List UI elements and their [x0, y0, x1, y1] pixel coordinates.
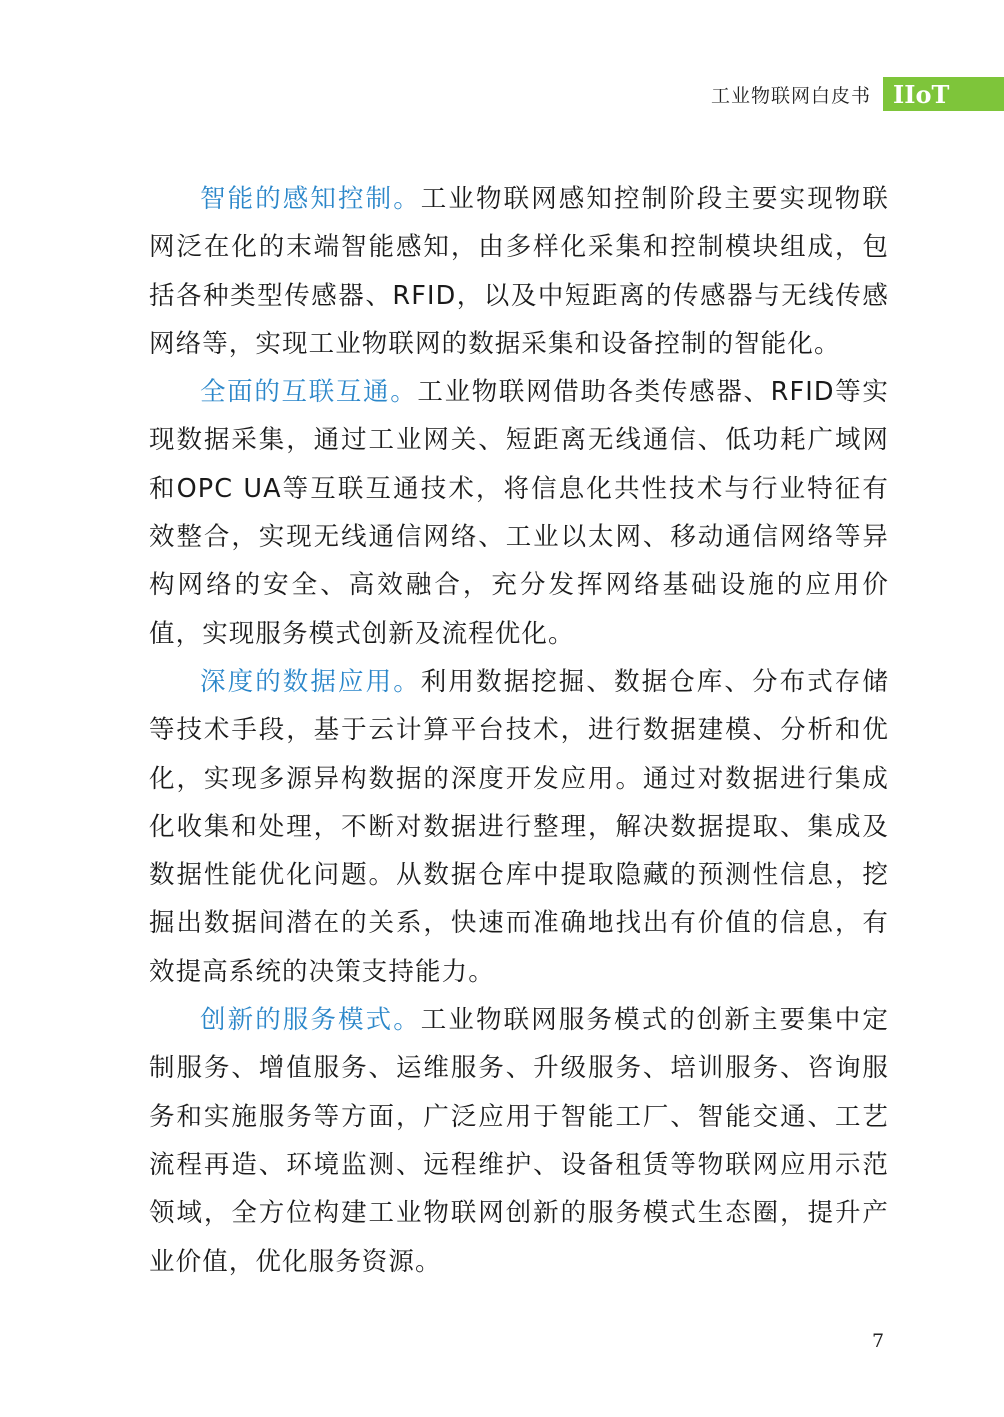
body-content [149, 175, 889, 1286]
paragraph-data-application [149, 658, 889, 996]
paragraph-text: 工业物联网感知控制阶段主要实现物联网泛在化的末端智能感知，由多样化采集和控制模块组成，包括各种类型传感器、RFID，以及中短距离的传感器与无线传感网络等，实现工业物联网的数据采集和设备控制的智能化。 [149, 184, 889, 359]
paragraph-lead: 智能的感知控制。 [200, 184, 421, 214]
paragraph-perception-control [149, 175, 889, 368]
paragraph-text: 工业物联网借助各类传感器、RFID等实现数据采集，通过工业网关、短距离无线通信、低功耗广域网和OPC UA等互联互通技术，将信息化共性技术与行业特征有效整合，实现无线通信网络、工业以太网、移动通信网络等异构网络的安全、高效融合，充分发挥网络基础设施的应用价值，实现服务模式创新及流程优化。 [149, 377, 889, 649]
page-number: 7 [872, 1330, 885, 1352]
paragraph-text: 利用数据挖掘、数据仓库、分布式存储等技术手段，基于云计算平台技术，进行数据建模、分析和优化，实现多源异构数据的深度开发应用。通过对数据进行集成化收集和处理，不断对数据进行整理，解决数据提取、集成及数据性能优化问题。从数据仓库中提取隐藏的预测性信息，挖掘出数据间潜在的关系，快速而准确地找出有价值的信息，有效提高系统的决策支持能力。 [149, 666, 889, 987]
header-title: 工业物联网白皮书 [710, 84, 871, 107]
running-header [711, 77, 1004, 111]
paragraph-lead: 全面的互联互通。 [200, 377, 418, 408]
paragraph-lead: 深度的数据应用。 [200, 666, 421, 697]
paragraph-text: 工业物联网服务模式的创新主要集中定制服务、增值服务、运维服务、升级服务、培训服务、咨询服务和实施服务等方面，广泛应用于智能工厂、智能交通、工艺流程再造、环境监测、远程维护、设备租赁等物联网应用示范领域，全方位构建工业物联网创新的服务模式生态圈，提升产业价值，优化服务资源。 [149, 1005, 889, 1277]
paragraph-service-model [149, 996, 889, 1286]
paragraph-interconnection [149, 368, 889, 658]
paragraph-lead: 创新的服务模式。 [200, 1005, 421, 1036]
header-badge: IIoT [883, 77, 1004, 111]
